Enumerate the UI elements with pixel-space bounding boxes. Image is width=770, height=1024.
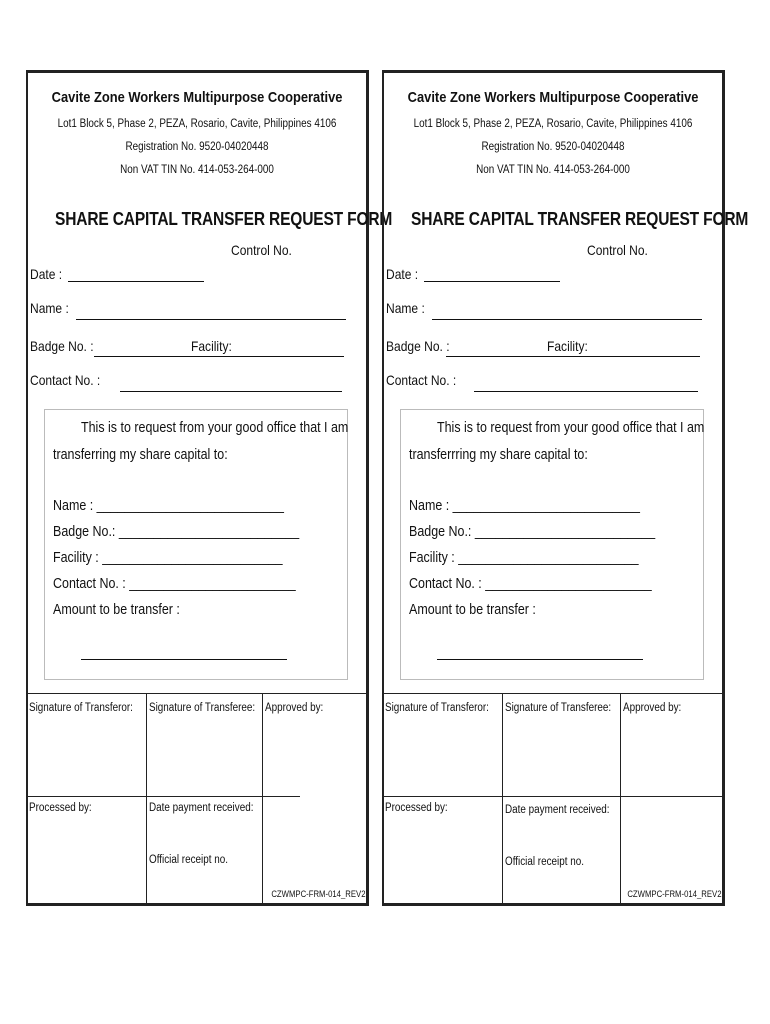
transferee-contact[interactable]: Contact No. : ________________________ bbox=[409, 576, 652, 592]
name-field[interactable] bbox=[76, 319, 346, 320]
badge-label: Badge No. : bbox=[386, 338, 450, 354]
signature-transferor-label: Signature of Transferor: bbox=[385, 702, 489, 714]
registration-number: Registration No. 9520-04020448 bbox=[481, 141, 625, 153]
registration-number: Registration No. 9520-04020448 bbox=[125, 141, 269, 153]
request-line-2: transferring my share capital to: bbox=[53, 447, 228, 463]
transferee-badge[interactable]: Badge No.: __________________________ bbox=[53, 524, 300, 540]
transferee-name[interactable]: Name : ___________________________ bbox=[409, 498, 640, 514]
badge-label: Badge No. : bbox=[30, 338, 94, 354]
official-receipt-label: Official receipt no. bbox=[149, 854, 228, 866]
processed-by-label: Processed by: bbox=[29, 802, 92, 814]
tin-number: Non VAT TIN No. 414-053-264-000 bbox=[120, 164, 274, 176]
request-line-1: This is to request from your good office that I am bbox=[81, 420, 349, 436]
approved-by-label: Approved by: bbox=[623, 702, 682, 714]
date-label: Date : bbox=[30, 266, 63, 282]
contact-label: Contact No. : bbox=[30, 372, 101, 388]
signature-transferor-label: Signature of Transferor: bbox=[29, 702, 133, 714]
facility-label: Facility: bbox=[547, 338, 588, 354]
name-label: Name : bbox=[386, 300, 425, 316]
coop-address: Lot1 Block 5, Phase 2, PEZA, Rosario, Cavite, Philippines 4106 bbox=[413, 118, 693, 130]
transfer-form-left bbox=[26, 70, 393, 906]
form-title: SHARE CAPITAL TRANSFER REQUEST FORM bbox=[411, 208, 749, 229]
signature-grid bbox=[382, 693, 725, 907]
signature-grid bbox=[26, 693, 369, 907]
transferee-box bbox=[44, 409, 348, 680]
coop-address: Lot1 Block 5, Phase 2, PEZA, Rosario, Cavite, Philippines 4106 bbox=[57, 118, 337, 130]
signature-transferee-label: Signature of Transferee: bbox=[505, 702, 612, 714]
approved-by-label: Approved by: bbox=[265, 702, 324, 714]
form-code: CZWMPC-FRM-014_REV2 bbox=[627, 889, 722, 899]
amount-label: Amount to be transfer : bbox=[53, 602, 180, 618]
control-number-label: Control No. bbox=[587, 242, 648, 258]
badge-field[interactable] bbox=[94, 356, 344, 357]
date-label: Date : bbox=[386, 266, 419, 282]
transferee-badge[interactable]: Badge No.: __________________________ bbox=[409, 524, 656, 540]
transferee-contact[interactable]: Contact No. : ________________________ bbox=[53, 576, 296, 592]
date-field[interactable] bbox=[68, 281, 204, 282]
amount-field[interactable] bbox=[437, 659, 643, 660]
transferee-box bbox=[400, 409, 704, 680]
request-line-1: This is to request from your good office that I am bbox=[437, 420, 705, 436]
date-payment-label: Date payment received: bbox=[149, 802, 254, 814]
contact-field[interactable] bbox=[120, 391, 342, 392]
transferee-facility[interactable]: Facility : __________________________ bbox=[53, 550, 283, 566]
tin-number: Non VAT TIN No. 414-053-264-000 bbox=[476, 164, 630, 176]
contact-label: Contact No. : bbox=[386, 372, 457, 388]
transferee-name[interactable]: Name : ___________________________ bbox=[53, 498, 284, 514]
date-payment-label: Date payment received: bbox=[505, 804, 610, 816]
transferee-facility[interactable]: Facility : __________________________ bbox=[409, 550, 639, 566]
coop-name: Cavite Zone Workers Multipurpose Cooperative bbox=[407, 89, 699, 106]
transfer-form-right bbox=[382, 70, 749, 906]
contact-field[interactable] bbox=[474, 391, 698, 392]
date-field[interactable] bbox=[424, 281, 560, 282]
coop-name: Cavite Zone Workers Multipurpose Cooperative bbox=[51, 89, 343, 106]
form-title: SHARE CAPITAL TRANSFER REQUEST FORM bbox=[55, 208, 393, 229]
form-code: CZWMPC-FRM-014_REV2 bbox=[271, 889, 366, 899]
amount-field[interactable] bbox=[81, 659, 287, 660]
name-label: Name : bbox=[30, 300, 69, 316]
request-line-2: transferrring my share capital to: bbox=[409, 447, 588, 463]
official-receipt-label: Official receipt no. bbox=[505, 856, 584, 868]
name-field[interactable] bbox=[432, 319, 702, 320]
signature-transferee-label: Signature of Transferee: bbox=[149, 702, 256, 714]
amount-label: Amount to be transfer : bbox=[409, 602, 536, 618]
control-number-label: Control No. bbox=[231, 242, 292, 258]
badge-field[interactable] bbox=[446, 356, 700, 357]
processed-by-label: Processed by: bbox=[385, 802, 448, 814]
facility-label: Facility: bbox=[191, 338, 232, 354]
